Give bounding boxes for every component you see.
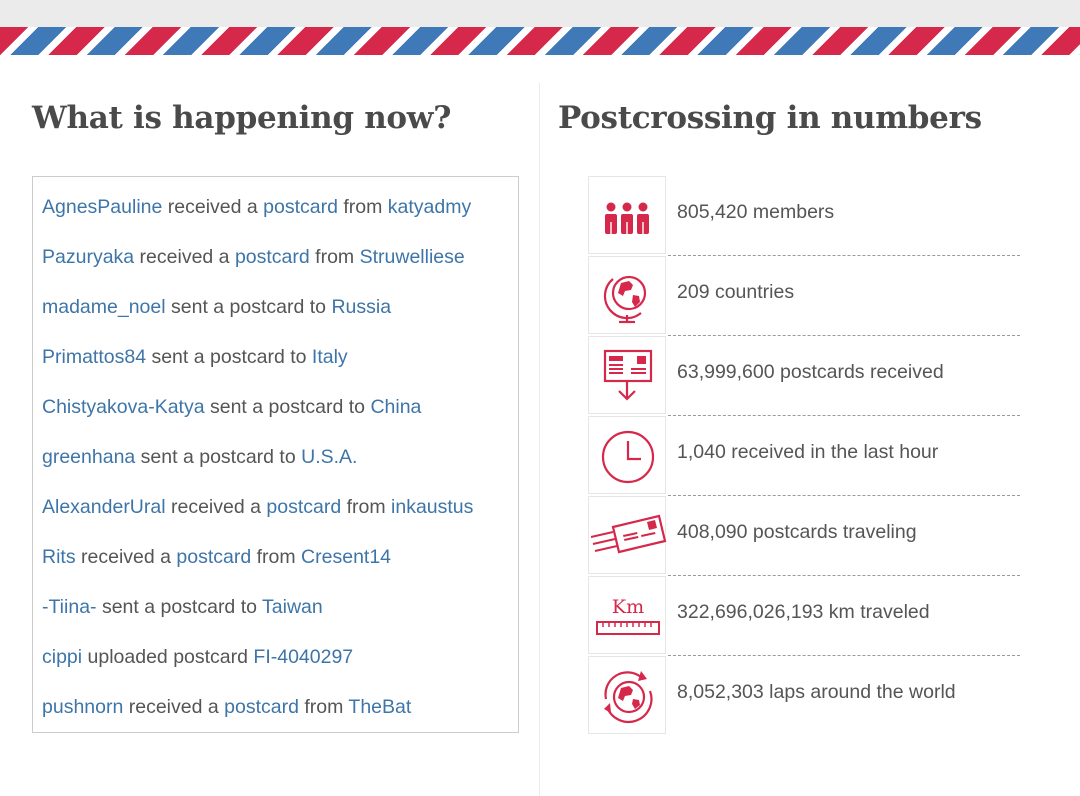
activity-text: received a	[165, 496, 267, 518]
activity-text: received a	[134, 246, 235, 268]
activity-row	[42, 694, 411, 720]
globe-icon	[588, 256, 666, 334]
activity-text: sent a postcard to	[146, 346, 312, 368]
activity-text: uploaded postcard	[82, 646, 254, 668]
activity-row	[42, 594, 323, 620]
activity-row	[42, 394, 421, 420]
airmail-stripe-border	[0, 27, 1080, 55]
user-link[interactable]: katyadmy	[387, 196, 472, 218]
activity-text: sent a postcard to	[96, 596, 263, 618]
country-link[interactable]: Italy	[311, 346, 348, 368]
stat-laps: 8,052,303 laps around the world	[677, 681, 956, 703]
laps-globe-icon	[588, 656, 666, 734]
activity-text: from	[298, 696, 349, 718]
user-link[interactable]: Chistyakova-Katya	[42, 396, 205, 418]
clock-icon	[588, 416, 666, 494]
activity-text: from	[341, 496, 392, 518]
activity-text: received a	[75, 546, 177, 568]
user-link[interactable]: Struwelliese	[359, 246, 465, 268]
stat-row-members	[588, 176, 1020, 256]
activity-row	[42, 444, 357, 470]
stat-received: 63,999,600 postcards received	[677, 361, 944, 383]
activity-heading: What is happening now?	[32, 100, 452, 136]
activity-row	[42, 644, 353, 670]
user-link[interactable]: Cresent14	[301, 546, 392, 568]
postcard-received-icon	[588, 336, 666, 414]
activity-row	[42, 244, 465, 270]
activity-row	[42, 194, 471, 220]
stat-row-countries	[588, 256, 1020, 336]
stat-km: 322,696,026,193 km traveled	[677, 601, 930, 623]
members-icon	[588, 176, 666, 254]
postcard-link[interactable]: postcard	[176, 546, 252, 568]
svg-text:Km: Km	[611, 596, 645, 618]
stats-heading: Postcrossing in numbers	[558, 100, 982, 136]
activity-row	[42, 294, 391, 320]
stat-row-last-hour	[588, 416, 1020, 496]
stat-members: 805,420 members	[677, 201, 835, 223]
activity-text: from	[251, 546, 302, 568]
activity-feed	[32, 176, 519, 733]
stat-countries: 209 countries	[677, 281, 795, 303]
stat-row-traveling	[588, 496, 1020, 576]
stat-last-hour: 1,040 received in the last hour	[677, 441, 939, 463]
postcard-id-link[interactable]: FI-4040297	[253, 646, 354, 668]
user-link[interactable]: Pazuryaka	[42, 246, 135, 268]
column-divider	[539, 83, 540, 796]
user-link[interactable]: -Tiina-	[42, 596, 97, 618]
country-link[interactable]: Taiwan	[262, 596, 323, 618]
user-link[interactable]: greenhana	[42, 446, 136, 468]
country-link[interactable]: Russia	[331, 296, 392, 318]
activity-text: received a	[162, 196, 264, 218]
postcard-link[interactable]: postcard	[224, 696, 299, 718]
user-link[interactable]: madame_noel	[42, 296, 166, 318]
activity-text: received a	[123, 696, 225, 718]
activity-row	[42, 344, 348, 370]
user-link[interactable]: Primattos84	[42, 346, 147, 368]
activity-text: from	[309, 246, 360, 268]
country-link[interactable]: U.S.A.	[301, 446, 358, 468]
activity-row	[42, 544, 391, 570]
activity-text: from	[337, 196, 388, 218]
user-link[interactable]: cippi	[42, 646, 83, 668]
user-link[interactable]: AlexanderUral	[42, 496, 166, 518]
activity-row	[42, 494, 473, 520]
stat-traveling: 408,090 postcards traveling	[677, 521, 917, 543]
stat-row-received	[588, 336, 1020, 416]
activity-text: sent a postcard to	[204, 396, 371, 418]
stat-row-laps	[588, 656, 1020, 736]
user-link[interactable]: Rits	[42, 546, 76, 568]
activity-text: sent a postcard to	[165, 296, 332, 318]
top-bar	[0, 0, 1080, 27]
country-link[interactable]: China	[370, 396, 422, 418]
postcard-link[interactable]: postcard	[263, 196, 338, 218]
user-link[interactable]: TheBat	[348, 696, 412, 718]
activity-text: sent a postcard to	[135, 446, 302, 468]
stat-row-km	[588, 576, 1020, 656]
user-link[interactable]: pushnorn	[42, 696, 124, 718]
km-ruler-icon	[588, 576, 666, 654]
postcard-link[interactable]: postcard	[266, 496, 342, 518]
user-link[interactable]: AgnesPauline	[42, 196, 163, 218]
postcard-link[interactable]: postcard	[234, 246, 310, 268]
postcard-traveling-icon	[588, 496, 666, 574]
user-link[interactable]: inkaustus	[391, 496, 474, 518]
